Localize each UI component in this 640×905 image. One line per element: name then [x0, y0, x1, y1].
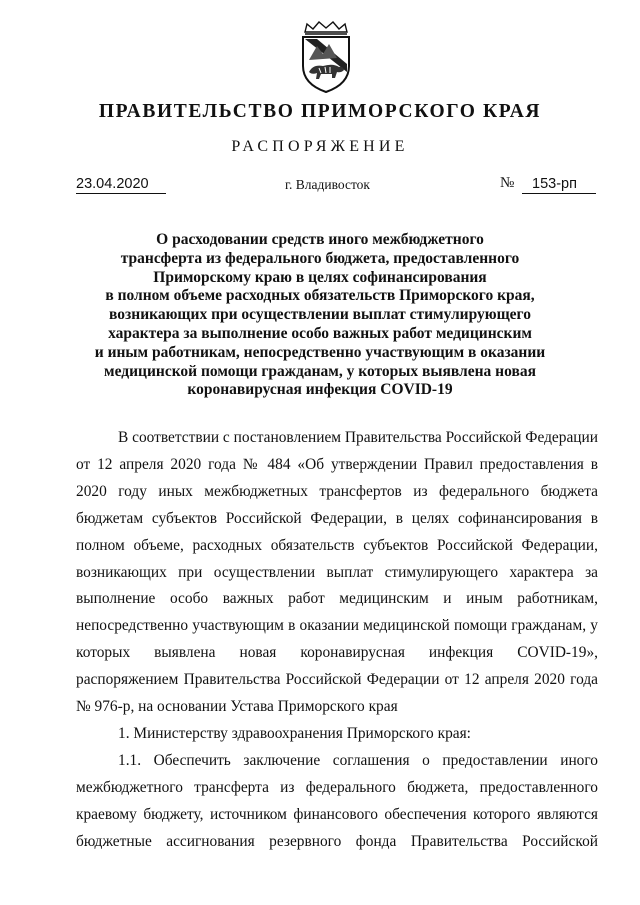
heading-line: Приморскому краю в целях софинансирования — [153, 268, 487, 286]
document-date: 23.04.2020 — [76, 176, 149, 192]
body-line: полном объеме, расходных обязательств субъектов Российской Федерации, — [76, 536, 598, 554]
body-line: от 12 апреля 2020 года № 484 «Об утверждении Правил предоставления в — [76, 455, 598, 473]
body-line: 2020 году иных межбюджетных трансфертов из федерального бюджета — [76, 482, 598, 500]
body-line: бюджетам субъектов Российской Федерации, в целях софинансирования в — [76, 509, 598, 527]
heading-line: в полном объеме расходных обязательств Приморского края, — [105, 287, 535, 305]
body-line: 1.1. Обеспечить заключение соглашения о предоставлении иного — [118, 751, 598, 769]
document-heading — [60, 231, 580, 400]
body-line: 1. Министерству здравоохранения Приморского края: — [118, 724, 471, 742]
body-line: бюджетные ассигнования резервного фонда Правительства Российской — [76, 832, 598, 850]
government-title: ПРАВИТЕЛЬСТВО ПРИМОРСКОГО КРАЯ — [98, 101, 542, 122]
heading-line: и иным работникам, непосредственно участвующим в оказании — [94, 343, 546, 361]
heading-line: характера за выполнение особо важных работ медицинским — [108, 324, 532, 342]
body-line: № 976-р, на основании Устава Приморского края — [76, 698, 398, 716]
heading-line: коронавирусная инфекция COVID-19 — [187, 381, 453, 399]
coat-of-arms-emblem — [295, 20, 357, 94]
heading-line: О расходовании средств иного межбюджетного — [156, 231, 484, 248]
document-body — [76, 425, 598, 856]
body-line: возникающих при осуществлении выплат стимулирующего характера за — [76, 563, 598, 581]
body-line: которых выявлена новая коронавирусная инфекция COVID-19», — [76, 644, 598, 662]
body-line: краевому бюджету, источником финансового обеспечения которого являются — [76, 805, 598, 823]
heading-line: возникающих при осуществлении выплат стимулирующего — [109, 306, 531, 324]
document-number: 153-рп — [532, 176, 577, 192]
body-line: непосредственно участвующим в оказании медицинской помощи гражданам, у — [76, 617, 598, 635]
document-type: РАСПОРЯЖЕНИЕ — [231, 138, 409, 155]
heading-line: трансферта из федерального бюджета, предоставленного — [120, 249, 520, 267]
number-sign: № — [500, 175, 515, 191]
body-line: выполнение особо важных работ медицинским и иным работникам, — [76, 590, 598, 608]
body-line: распоряжением Правительства Российской Федерации от 12 апреля 2020 года — [76, 671, 598, 689]
body-line: В соответствии с постановлением Правительства Российской Федерации — [118, 429, 598, 446]
number-underline — [522, 193, 596, 194]
heading-line: медицинской помощи гражданам, у которых выявлена новая — [104, 362, 536, 380]
document-city: г. Владивосток — [285, 177, 370, 192]
body-line: межбюджетного трансферта из федерального бюджета, предоставленного — [76, 778, 598, 796]
date-underline — [76, 193, 166, 194]
